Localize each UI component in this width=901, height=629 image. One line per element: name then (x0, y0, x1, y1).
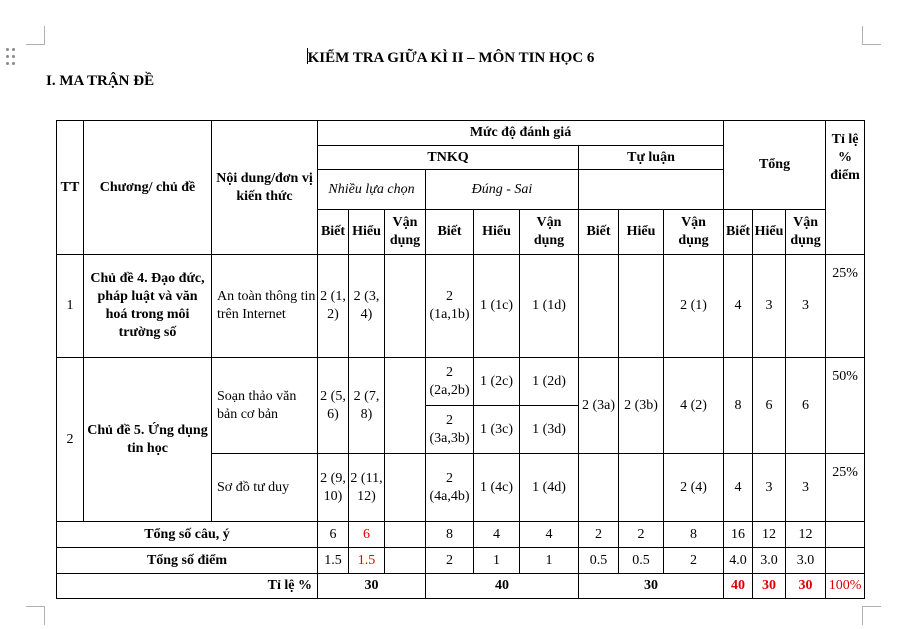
cell: 8 (724, 358, 753, 454)
cell: 4 (724, 454, 753, 522)
header-biet: Biết (426, 210, 474, 255)
cell: 2 (7, 8) (349, 358, 385, 454)
cell: 2 (5, 6) (318, 358, 349, 454)
tong-diem-label: Tổng số điểm (57, 548, 318, 574)
ti-le-label: Tỉ lệ % (57, 574, 318, 599)
cell (579, 255, 619, 358)
cell: 1 (3d) (520, 406, 579, 454)
header-muc-do: Mức độ đánh giá (318, 121, 724, 146)
cell: 3 (753, 255, 786, 358)
cell: 1 (1d) (520, 255, 579, 358)
assessment-matrix-table (56, 120, 865, 599)
header-tu-luan: Tự luận (579, 146, 724, 170)
cell: 2 (1a,1b) (426, 255, 474, 358)
cell: 3 (786, 255, 826, 358)
cell: 3.0 (786, 548, 826, 574)
cell: 6 (318, 522, 349, 548)
cell (619, 255, 664, 358)
cell: 4 (724, 255, 753, 358)
cell: 2 (1, 2) (318, 255, 349, 358)
header-hieu: Hiểu (619, 210, 664, 255)
cell: 1.5 (318, 548, 349, 574)
cell: 1 (2d) (520, 358, 579, 406)
cell (619, 454, 664, 522)
cell: 3 (753, 454, 786, 522)
cell (385, 522, 426, 548)
cell: 2 (3b) (619, 358, 664, 454)
cell: 2 (3a,3b) (426, 406, 474, 454)
cell (385, 454, 426, 522)
cell: 12 (753, 522, 786, 548)
cell: 1.5 (349, 548, 385, 574)
cell (385, 548, 426, 574)
document-title: KIỂM TRA GIỮA KÌ II – MÔN TIN HỌC 6 (307, 50, 595, 66)
cell: 4 (2) (664, 358, 724, 454)
cell: 1 (4c) (474, 454, 520, 522)
row-noi-dung: Sơ đồ tư duy (212, 454, 318, 522)
header-hieu: Hiểu (753, 210, 786, 255)
cell: 12 (786, 522, 826, 548)
header-chuong: Chương/ chủ đề (84, 121, 212, 255)
ti-le-nlc: 30 (318, 574, 426, 599)
cell: 2 (619, 522, 664, 548)
cell: 2 (426, 548, 474, 574)
cell: 2 (4a,4b) (426, 454, 474, 522)
ti-le-hieu: 30 (753, 574, 786, 599)
cell: 2 (3, 4) (349, 255, 385, 358)
cell (385, 255, 426, 358)
row-chuong: Chủ đề 4. Đạo đức, pháp luật và văn hoá trong môi trường số (84, 255, 212, 358)
page-corner-top-left (26, 26, 45, 45)
cell: 4.0 (724, 548, 753, 574)
header-tt: TT (57, 121, 84, 255)
cell: 0.5 (579, 548, 619, 574)
cell: 1 (474, 548, 520, 574)
page-corner-bottom-left (26, 606, 45, 625)
cell: 0.5 (619, 548, 664, 574)
ti-le-total: 100% (826, 574, 865, 599)
cell: 6 (349, 522, 385, 548)
row-tt: 2 (57, 358, 84, 522)
cell (579, 454, 619, 522)
section-heading: I. MA TRẬN ĐỀ (46, 73, 155, 89)
header-van-dung: Vận dụng (786, 210, 826, 255)
cell: 1 (520, 548, 579, 574)
header-nhieu-lua-chon: Nhiều lựa chọn (318, 170, 426, 210)
header-dung-sai: Đúng - Sai (426, 170, 579, 210)
cell: 4 (474, 522, 520, 548)
cell: 2 (9, 10) (318, 454, 349, 522)
ti-le-biet: 40 (724, 574, 753, 599)
row-ti-le: 50% (826, 358, 865, 454)
header-tong: Tổng (724, 121, 826, 210)
cell (385, 358, 426, 454)
cell: 2 (1) (664, 255, 724, 358)
cell: 3.0 (753, 548, 786, 574)
header-biet: Biết (724, 210, 753, 255)
cell: 2 (11, 12) (349, 454, 385, 522)
row-ti-le: 25% (826, 255, 865, 358)
row-chuong: Chủ đề 5. Ứng dụng tin học (84, 358, 212, 522)
cell: 6 (786, 358, 826, 454)
row-tt: 1 (57, 255, 84, 358)
cell: 4 (520, 522, 579, 548)
cell (826, 548, 865, 574)
cell (826, 522, 865, 548)
cell: 16 (724, 522, 753, 548)
cell: 1 (4d) (520, 454, 579, 522)
header-hieu: Hiểu (349, 210, 385, 255)
ti-le-tl: 30 (579, 574, 724, 599)
cell: 2 (3a) (579, 358, 619, 454)
cell: 8 (426, 522, 474, 548)
cell: 1 (1c) (474, 255, 520, 358)
cell: 2 (4) (664, 454, 724, 522)
header-van-dung: Vận dụng (520, 210, 579, 255)
row-ti-le: 25% (826, 454, 865, 522)
cell: 2 (664, 548, 724, 574)
cell: 6 (753, 358, 786, 454)
cell: 3 (786, 454, 826, 522)
page-corner-bottom-right (862, 606, 881, 625)
cell: 2 (2a,2b) (426, 358, 474, 406)
header-hieu: Hiểu (474, 210, 520, 255)
ti-le-van-dung: 30 (786, 574, 826, 599)
header-van-dung: Vận dụng (385, 210, 426, 255)
cell: 8 (664, 522, 724, 548)
tong-cau-label: Tổng số câu, ý (57, 522, 318, 548)
row-noi-dung: An toàn thông tin trên Internet (212, 255, 318, 358)
row-noi-dung: Soạn thảo văn bản cơ bản (212, 358, 318, 454)
ti-le-ds: 40 (426, 574, 579, 599)
header-tu-luan-blank (579, 170, 724, 210)
header-van-dung: Vận dụng (664, 210, 724, 255)
cell: 1 (3c) (474, 406, 520, 454)
header-noi-dung: Nội dung/đơn vị kiến thức (212, 121, 318, 255)
header-tnkq: TNKQ (318, 146, 579, 170)
page-corner-top-right (862, 26, 881, 45)
cell: 1 (2c) (474, 358, 520, 406)
header-ti-le-diem: Tỉ lệ % điểm (826, 121, 865, 255)
cell: 2 (579, 522, 619, 548)
header-biet: Biết (579, 210, 619, 255)
header-biet: Biết (318, 210, 349, 255)
